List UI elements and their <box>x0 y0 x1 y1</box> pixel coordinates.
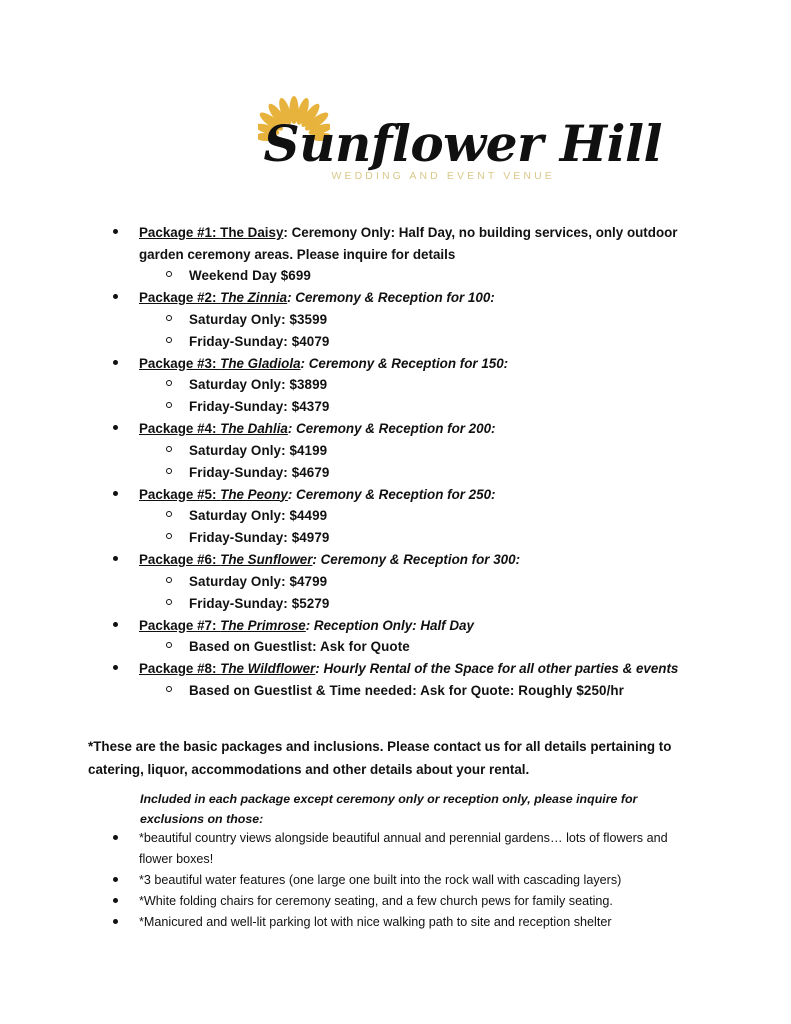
packages-list <box>0 222 791 702</box>
sub-bullet-icon <box>166 686 172 692</box>
sub-bullet-icon <box>166 599 172 605</box>
package-option-label: Saturday Only: $3899 <box>189 377 328 392</box>
logo-header <box>0 96 791 201</box>
package-description: : Ceremony & Reception for 150: <box>300 355 509 371</box>
sub-bullet-icon <box>166 642 172 648</box>
package-option <box>139 331 696 353</box>
sub-bullet-icon <box>166 380 172 386</box>
inclusions-list <box>0 828 791 933</box>
package-name: The Peony <box>220 486 288 502</box>
package-option-label: Based on Guestlist: Ask for Quote <box>189 639 410 654</box>
inclusion-item <box>0 870 791 891</box>
package-option <box>139 374 696 396</box>
packages-section <box>0 222 791 702</box>
package-item <box>0 353 791 419</box>
bullet-icon <box>113 919 118 924</box>
bullet-icon <box>113 556 118 561</box>
package-option <box>139 265 696 287</box>
inclusion-label: *White folding chairs for ceremony seating, and a few church pews for family seating. <box>139 894 613 908</box>
bullet-icon <box>113 835 118 840</box>
bullet-icon <box>113 898 118 903</box>
bullet-icon <box>113 425 118 430</box>
logo-tagline: WEDDING AND EVENT VENUE <box>331 170 555 182</box>
bullet-icon <box>113 360 118 365</box>
bullet-icon <box>113 294 118 299</box>
sub-bullet-icon <box>166 446 172 452</box>
package-item <box>0 418 791 484</box>
package-label: Package #2: <box>139 290 221 305</box>
bullet-icon <box>113 665 118 670</box>
package-item <box>0 549 791 615</box>
package-description: : Reception Only: Half Day <box>305 617 474 633</box>
package-label: Package #8: <box>139 661 221 676</box>
inclusion-label: *Manicured and well-lit parking lot with nice walking path to site and reception shelter <box>139 915 612 929</box>
package-option <box>139 462 696 484</box>
bullet-icon <box>113 622 118 627</box>
package-item <box>0 484 791 550</box>
package-label: Package #3: <box>139 355 221 371</box>
package-label: Package #7: <box>139 617 221 633</box>
sub-bullet-icon <box>166 315 172 321</box>
package-name: The Dahlia <box>220 421 288 436</box>
sub-bullet-icon <box>166 337 172 343</box>
logo-wordmark: Sunflower Hill <box>263 114 662 173</box>
package-option-label: Friday-Sunday: $4979 <box>189 530 330 545</box>
inclusions-heading: Included in each package except ceremony only or reception only, please inquire for exclusions on those: <box>140 792 638 826</box>
package-options-list <box>139 505 696 549</box>
note-paragraph: *These are the basic packages and inclusions. Please contact us for all details pertaining to catering, liquor, accommodations and other details about your rental. <box>88 739 672 777</box>
package-name: The Daisy <box>220 225 284 240</box>
package-item <box>0 287 791 353</box>
package-option-label: Friday-Sunday: $4379 <box>189 399 330 414</box>
package-option <box>139 571 696 593</box>
package-option <box>139 309 696 331</box>
package-name: The Zinnia <box>220 290 288 305</box>
package-description: : Hourly Rental of the Space for all other parties & events <box>315 661 679 676</box>
package-options-list <box>139 374 696 418</box>
sub-bullet-icon <box>166 402 172 408</box>
package-description: : Ceremony & Reception for 300: <box>312 552 521 567</box>
package-label: Package #4: <box>139 421 221 436</box>
package-option-label: Saturday Only: $4799 <box>189 573 328 589</box>
package-label: Package #5: <box>139 486 221 502</box>
package-option-label: Friday-Sunday: $4679 <box>189 464 330 480</box>
bullet-icon <box>113 229 118 234</box>
package-option-label: Friday-Sunday: $4079 <box>189 333 330 349</box>
bullet-icon <box>113 491 118 496</box>
inclusion-item <box>0 891 791 912</box>
package-option-label: Friday-Sunday: $5279 <box>189 595 330 611</box>
inclusion-label: *beautiful country views alongside beautiful annual and perennial gardens… lots of flowers and flower boxes! <box>139 831 668 866</box>
package-options-list <box>139 636 696 658</box>
package-options-list <box>139 309 696 353</box>
inclusion-item <box>0 912 791 933</box>
package-options-list <box>139 571 696 615</box>
package-options-list <box>139 440 696 484</box>
package-description: : Ceremony & Reception for 100: <box>287 290 495 305</box>
package-item <box>0 222 791 287</box>
package-option <box>139 680 696 702</box>
package-option <box>139 593 696 615</box>
package-option-label: Saturday Only: $4499 <box>189 508 328 523</box>
inclusion-item <box>0 828 791 870</box>
package-name: The Wildflower <box>220 661 316 676</box>
package-label: Package #6: <box>139 552 221 567</box>
package-option <box>139 396 696 418</box>
package-options-list <box>139 680 696 702</box>
sub-bullet-icon <box>166 468 172 474</box>
package-item <box>0 615 791 659</box>
package-option-label: Based on Guestlist & Time needed: Ask for Quote: Roughly $250/hr <box>189 682 624 698</box>
sub-bullet-icon <box>166 511 172 517</box>
package-options-list <box>139 265 696 287</box>
package-option-label: Saturday Only: $4199 <box>189 442 328 458</box>
logo <box>246 96 662 196</box>
package-name: The Sunflower <box>220 552 313 567</box>
package-option <box>139 636 696 658</box>
package-description: : Ceremony & Reception for 200: <box>287 421 496 436</box>
package-label: Package #1: <box>139 225 221 240</box>
package-description: : Ceremony & Reception for 250: <box>287 486 496 502</box>
package-option-label: Saturday Only: $3599 <box>189 311 328 327</box>
package-option-label: Weekend Day $699 <box>189 268 311 283</box>
sub-bullet-icon <box>166 533 172 539</box>
package-name: The Primrose <box>220 617 306 633</box>
sub-bullet-icon <box>166 271 172 277</box>
package-option <box>139 527 696 549</box>
inclusion-label: *3 beautiful water features (one large one built into the rock wall with cascading layers) <box>139 873 622 887</box>
bullet-icon <box>113 877 118 882</box>
package-option <box>139 505 696 527</box>
package-item <box>0 658 791 702</box>
package-name: The Gladiola <box>220 355 301 371</box>
sub-bullet-icon <box>166 577 172 583</box>
package-description: : Ceremony Only: Half Day, no building services, only outdoor garden ceremony areas. Please inquire for details <box>139 225 678 262</box>
package-option <box>139 440 696 462</box>
